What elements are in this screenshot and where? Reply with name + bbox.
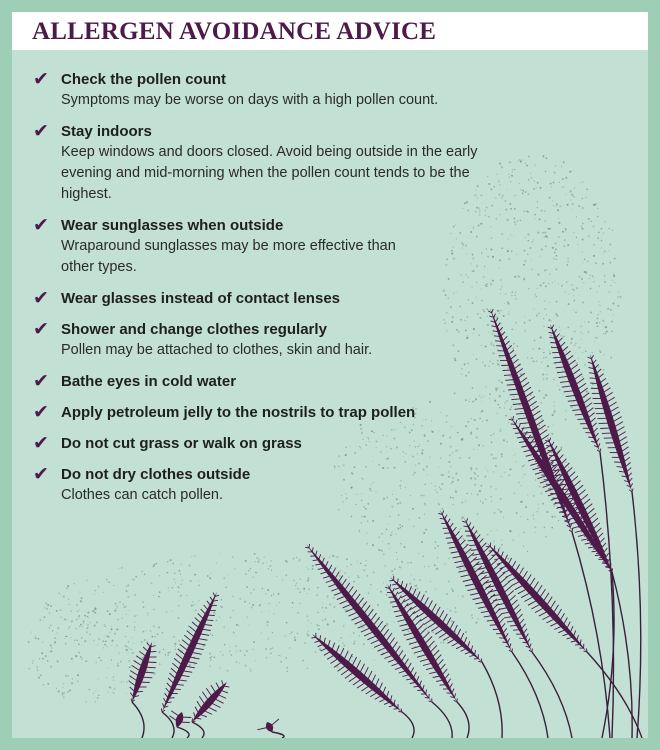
advice-item — [32, 403, 492, 423]
check-icon: ✔ — [33, 401, 49, 423]
check-icon: ✔ — [33, 432, 49, 454]
advice-item — [32, 372, 492, 392]
check-icon: ✔ — [33, 370, 49, 392]
advice-heading: Stay indoors — [61, 123, 152, 140]
advice-text: Symptoms may be worse on days with a high pollen count. — [61, 92, 439, 108]
advice-heading: Do not cut grass or walk on grass — [61, 435, 302, 452]
check-icon: ✔ — [33, 68, 49, 90]
advice-heading: Apply petroleum jelly to the nostrils to trap pollen — [61, 404, 416, 421]
grass-stalk — [257, 719, 284, 738]
page-title: ALLERGEN AVOIDANCE ADVICE — [32, 18, 437, 45]
advice-item — [32, 289, 492, 309]
advice-item — [32, 320, 492, 361]
advice-heading: Wear sunglasses when outside — [61, 217, 284, 234]
advice-item — [32, 465, 492, 506]
grass-stalk — [192, 680, 229, 738]
advice-text: Wraparound sunglasses may be more effective than other types. — [61, 238, 396, 275]
advice-item — [32, 434, 492, 454]
advice-heading: Bathe eyes in cold water — [61, 373, 237, 390]
check-icon: ✔ — [33, 214, 49, 236]
advice-item — [32, 70, 492, 111]
advice-text: Keep windows and doors closed. Avoid being outside in the early evening and mid-morning when the pollen count tends to be the highest. — [61, 144, 478, 202]
advice-text: Clothes can catch pollen. — [61, 487, 224, 503]
check-icon: ✔ — [33, 318, 49, 340]
advice-heading: Do not dry clothes outside — [61, 466, 251, 483]
check-icon: ✔ — [33, 463, 49, 485]
advice-card — [12, 12, 648, 738]
advice-item — [32, 216, 492, 278]
check-icon: ✔ — [33, 120, 49, 142]
title-band — [12, 12, 648, 50]
grass-stalk — [462, 518, 572, 738]
advice-item — [32, 122, 492, 205]
grass-stalk — [438, 510, 548, 738]
check-icon: ✔ — [33, 287, 49, 309]
grass-stalk — [305, 544, 452, 738]
advice-heading: Check the pollen count — [61, 71, 227, 88]
advice-heading: Wear glasses instead of contact lenses — [61, 290, 341, 307]
advice-list — [32, 70, 492, 517]
advice-heading: Shower and change clothes regularly — [61, 321, 327, 338]
advice-text: Pollen may be attached to clothes, skin and hair. — [61, 342, 373, 358]
grass-stalk — [129, 642, 156, 738]
